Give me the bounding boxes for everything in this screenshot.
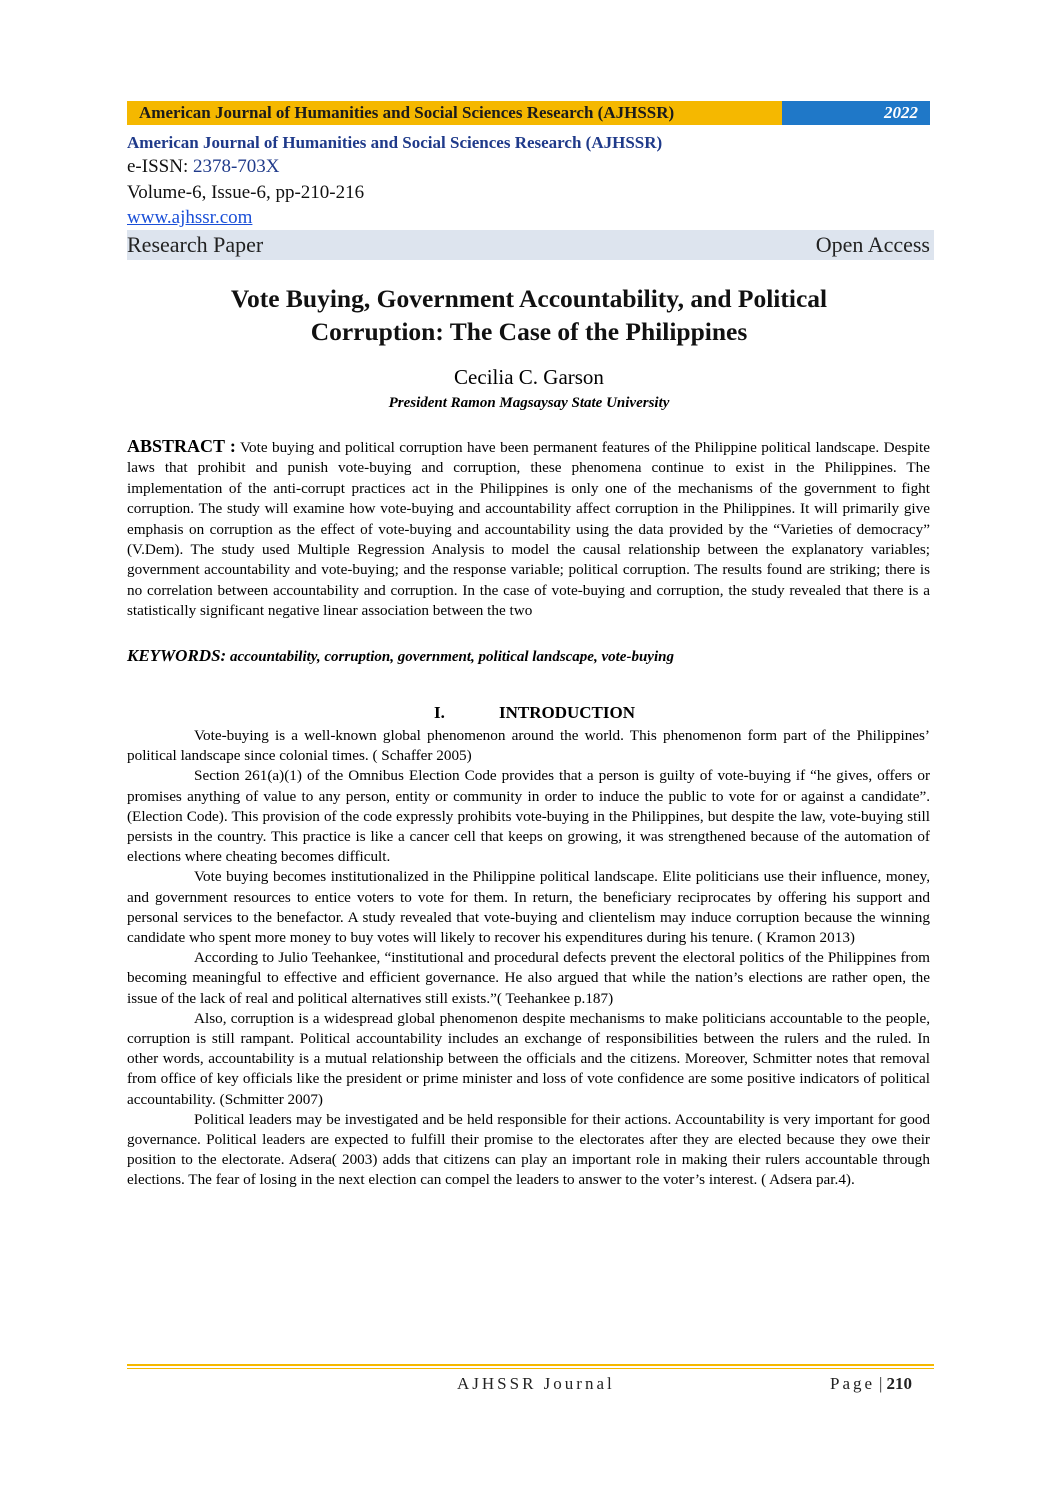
author-affiliation: President Ramon Magsaysay State University — [388, 395, 670, 411]
paragraph: Also, corruption is a widespread global phenomenon despite mechanisms to make politicians accountable to the people, corruption is still rampant. Political accountability includes an exchange of responsibilities between the rulers and the ruled. In other words, accountability is a mutual relationship between the officials and the citizens. Moreover, Schmitter notes that removal from office of key officials like the president or prime minister and loss of vote confidence are some positive indicators of political accountability. (Schmitter 2007) — [127, 1009, 930, 1108]
running-header — [127, 101, 930, 125]
paper-type-bar — [127, 230, 934, 260]
website-link[interactable]: www.ajhssr.com — [127, 207, 253, 228]
paragraph: Vote buying becomes institutionalized in the Philippine political landscape. Elite politicians use their influence, money, and government resources to entice voters to vote for them. In return, the beneficiary reciprocates by offering his support and personal services to the benefactor. A study revealed that vote-buying and clientelism may induce corruption because the winning candidate who spent more money to buy votes will likely to recover his expenditures during his tenure. ( Kramon 2013) — [127, 868, 930, 947]
issn-label: e-ISSN: — [127, 156, 193, 177]
keywords — [127, 646, 930, 666]
abstract-text: Vote buying and political corruption have been permanent features of the Philippine political landscape. Despite laws that prohibit and punish vote-buying and corruption, these phenomena continue to exist in the Philippines. The implementation of the anti-corrupt practices act in the Philippines is only one of the mechanisms of the government to fight corruption. The study will examine how vote-buying and accountability affect corruption in the Philippines. It will primarily give emphasis on corruption as the effect of vote-buying and accountability using the data provided by the “Varieties of democracy” (V.Dem). The study used Multiple Regression Analysis to model the causal relationship between the explanatory variables; government accountability and vote-buying; and the response variable; political corruption. The results found are striking; there is no correlation between accountability and corruption. In the case of vote-buying and corruption, the study revealed that there is a statistically significant negative linear association between the two — [127, 439, 930, 620]
page-label: Page — [830, 1374, 876, 1393]
paper-type: Research Paper — [127, 232, 264, 257]
footer-journal: AJHSSR Journal — [457, 1374, 615, 1393]
abstract-label: ABSTRACT : — [127, 436, 236, 456]
running-header-year: 2022 — [782, 101, 930, 125]
paragraph: Political leaders may be investigated and be held responsible for their actions. Accountability is very important for good governance. Political leaders are expected to fulfill their promise to the electorates after they are elected because they owe their position to the electorate. Adsera( 2003) adds that citizens can play an important role in making their rulers accountable through elections. The fear of losing in the next election can compel the leaders to answer to the voter’s interest. ( Adsera par.4). — [127, 1110, 930, 1189]
abstract — [127, 436, 930, 622]
section-title: INTRODUCTION — [499, 703, 636, 722]
page-separator: | — [879, 1374, 883, 1393]
section-number: I. — [434, 703, 445, 722]
article-title — [127, 282, 931, 348]
title-line-2: Corruption: The Case of the Philippines — [310, 317, 748, 346]
page-number: 210 — [886, 1374, 912, 1393]
access-type: Open Access — [815, 232, 930, 257]
paragraph: According to Julio Teehankee, “institutional and procedural defects prevent the electoral politics of the Philippines from becoming meaningful to effective and efficient governance. He also argued that while the nation’s elections are rather open, the issue of the lack of real and political alternatives still exists.”( Teehankee p.187) — [127, 949, 930, 1007]
footer-rule-thin — [127, 1368, 934, 1369]
footer-page — [830, 1374, 912, 1394]
author-name: Cecilia C. Garson — [454, 365, 604, 389]
keywords-label: KEYWORDS: — [127, 646, 227, 665]
issn-number: 2378-703X — [192, 156, 280, 177]
footer-rule — [127, 1364, 934, 1366]
title-line-1: Vote Buying, Government Accountability, and Political — [230, 284, 828, 313]
running-header-journal: American Journal of Humanities and Social Sciences Research (AJHSSR) — [127, 101, 782, 125]
paragraph: Vote-buying is a well-known global phenomenon around the world. This phenomenon form part of the Philippines’ political landscape since colonial times. ( Schaffer 2005) — [127, 727, 930, 765]
keywords-text: accountability, corruption, government, political landscape, vote-buying — [226, 649, 674, 665]
volume-line: Volume-6, Issue-6, pp-210-216 — [127, 182, 365, 203]
introduction-body — [127, 726, 930, 1191]
paragraph: Section 261(a)(1) of the Omnibus Election Code provides that a person is guilty of vote-buying if “he gives, offers or promises anything of value to any person, entity or community in order to induce the public to vote for or against a candidate”. (Election Code). This provision of the code expressly prohibits vote-buying in the Philippines, but despite the law, vote-buying still persists in the country. This practice is like a cancer cell that keeps on growing, it was strengthened because of the automation of elections where cheating becomes difficult. — [127, 767, 930, 866]
journal-name: American Journal of Humanities and Social Sciences Research (AJHSSR) — [127, 133, 663, 152]
issn-line — [127, 156, 280, 178]
